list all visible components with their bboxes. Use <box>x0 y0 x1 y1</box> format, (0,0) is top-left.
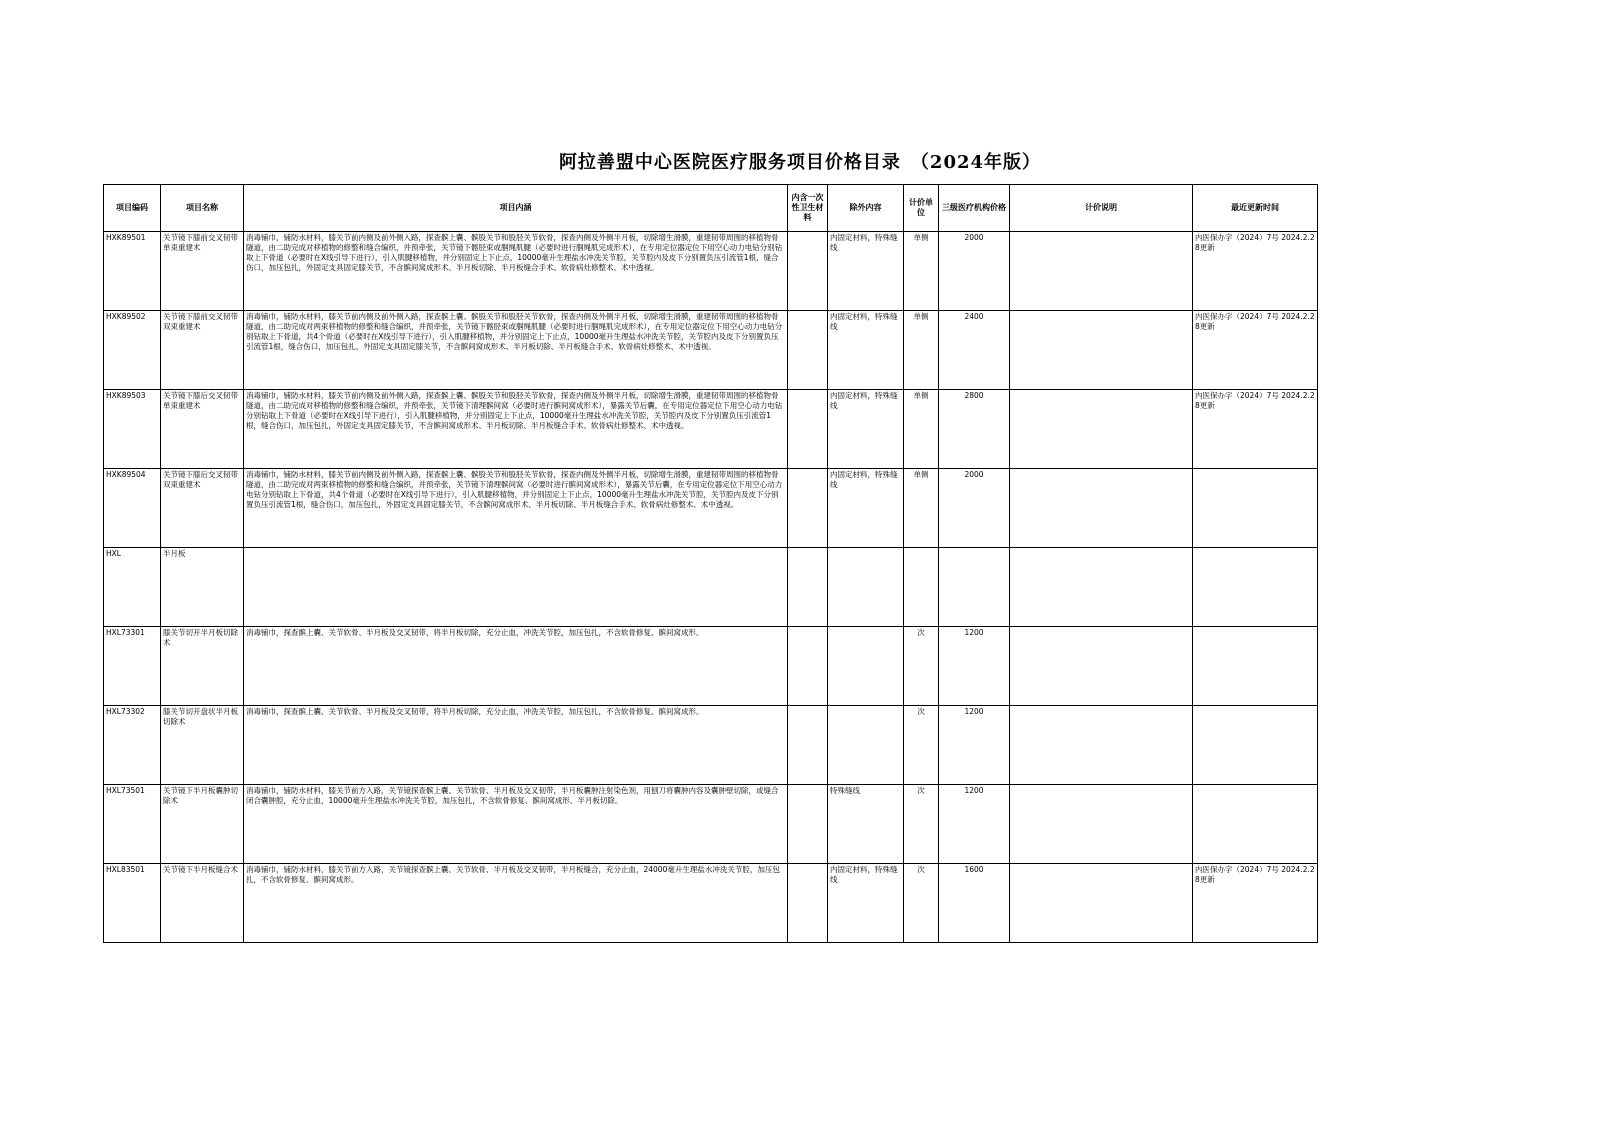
item-updated: 内医保办字（2024）7号 2024.2.28更新 <box>1193 311 1318 390</box>
item-except: 内固定材料，特殊缝线 <box>828 390 904 469</box>
item-updated: 内医保办字（2024）7号 2024.2.28更新 <box>1193 232 1318 311</box>
header-row <box>104 185 1318 232</box>
item-note <box>1010 785 1193 864</box>
item-material <box>788 232 828 311</box>
item-code: HXK89502 <box>104 311 161 390</box>
item-material <box>788 627 828 706</box>
item-except: 特殊缝线 <box>828 785 904 864</box>
header-unit: 计价单位 <box>904 185 939 232</box>
item-material <box>788 785 828 864</box>
item-content: 消毒铺巾，铺防水材料，膝关节前内侧及前外侧入路，探查髌上囊、髌股关节和股胫关节软骨，探查内侧及外侧半月板，切除增生滑膜，重建韧带周围的移植物骨隧道，由二助完成对两束移植物的修整和缝合编织，并预牵张，关节镜下髂胫束或腘绳肌腱（必要时进行腘绳肌完成形术），在专用定位器定位下用空心动力电钻分别钻取上下骨道，共4个骨道（必要时在X线引导下进行），引入肌腱移植物，并分别固定上下止点，10000毫升生理盐水冲洗关节腔，关节腔内及皮下分别置负压引流管1根，缝合伤口，加压包扎，外固定支具固定膝关节，不含髌间窝成形术、半月板切除、半月板缝合手术、软骨病灶修整术、术中透视。 <box>244 311 788 390</box>
item-price: 2800 <box>939 390 1010 469</box>
header-material: 内含一次性卫生材料 <box>788 185 828 232</box>
item-note <box>1010 706 1193 785</box>
item-except: 内固定材料，特殊缝线 <box>828 864 904 943</box>
header-except: 除外内容 <box>828 185 904 232</box>
item-price <box>939 548 1010 627</box>
price-table <box>103 184 1318 943</box>
header-content: 项目内涵 <box>244 185 788 232</box>
header-price: 三级医疗机构价格 <box>939 185 1010 232</box>
item-content: 消毒铺巾，铺防水材料，膝关节前方入路，关节镜探查髌上囊、关节软骨、半月板及交叉韧带，半月板缝合，充分止血，24000毫升生理盐水冲洗关节腔，加压包扎，不含软骨修复、髌间窝成形。 <box>244 864 788 943</box>
table-row <box>104 706 1318 785</box>
item-content: 消毒铺巾，铺防水材料，膝关节前内侧及前外侧入路，探查髌上囊、髌股关节和股胫关节软骨，探查内侧及外侧半月板，切除增生滑膜，重建韧带周围的移植物骨隧道，由二助完成对移植物的修整和缝合编织，并预牵张，关节镜下髂胫束或腘绳肌腱（必要时进行腘绳肌完成形术），在专用定位器定位下用空心动力电钻分别钻取上下骨道（必要时在X线引导下进行），引入肌腱移植物，并分别固定上下止点，10000毫升生理盐水冲洗关节腔，关节腔内及皮下分别置负压引流管1根，缝合伤口，加压包扎，外固定支具固定膝关节，不含髌间窝成形术、半月板切除、半月板缝合手术、软骨病灶修整术、术中透视。 <box>244 232 788 311</box>
item-material <box>788 706 828 785</box>
item-updated <box>1193 706 1318 785</box>
item-note <box>1010 469 1193 548</box>
header-updated: 最近更新时间 <box>1193 185 1318 232</box>
item-unit: 单侧 <box>904 311 939 390</box>
item-name: 半月板 <box>161 548 244 627</box>
item-price: 1600 <box>939 864 1010 943</box>
item-unit: 单侧 <box>904 390 939 469</box>
item-note <box>1010 232 1193 311</box>
item-except: 内固定材料，特殊缝线 <box>828 469 904 548</box>
item-updated <box>1193 548 1318 627</box>
item-content: 消毒铺巾，铺防水材料，膝关节前内侧及前外侧入路，探查髌上囊、髌股关节和股胫关节软骨，探查内侧及外侧半月板，切除增生滑膜，重建韧带周围的移植物骨隧道，由二助完成对移植物的修整和缝合编织，并预牵张，关节镜下清理髌间窝（必要时进行髌间窝成形术），暴露关节后囊，在专用定位器定位下用空心动力电钻分别钻取上下骨道（必要时在X线引导下进行），引入肌腱移植物，并分别固定上下止点，10000毫升生理盐水冲洗关节腔，关节腔内及皮下分别置负压引流管1根，缝合伤口，加压包扎，外固定支具固定膝关节，不含髌间窝成形术、半月板切除、半月板缝合手术、软骨病灶修整术、术中透视。 <box>244 390 788 469</box>
item-note <box>1010 390 1193 469</box>
item-material <box>788 390 828 469</box>
item-except: 内固定材料，特殊缝线 <box>828 311 904 390</box>
table-row <box>104 311 1318 390</box>
item-price: 1200 <box>939 706 1010 785</box>
item-name: 关节镜下膝前交叉韧带双束重建术 <box>161 311 244 390</box>
table-row <box>104 548 1318 627</box>
page-title: 阿拉善盟中心医院医疗服务项目价格目录 （2024年版） <box>558 152 1042 173</box>
item-unit: 次 <box>904 627 939 706</box>
item-except <box>828 627 904 706</box>
item-name: 膝关节切开盘状半月板切除术 <box>161 706 244 785</box>
item-updated: 内医保办字（2024）7号 2024.2.28更新 <box>1193 390 1318 469</box>
item-note <box>1010 311 1193 390</box>
item-updated: 内医保办字（2024）7号 2024.2.28更新 <box>1193 864 1318 943</box>
item-price: 1200 <box>939 785 1010 864</box>
item-unit: 单侧 <box>904 232 939 311</box>
item-unit: 次 <box>904 706 939 785</box>
table-row <box>104 469 1318 548</box>
item-price: 2000 <box>939 469 1010 548</box>
item-except <box>828 706 904 785</box>
item-code: HXL73302 <box>104 706 161 785</box>
item-material <box>788 311 828 390</box>
item-updated <box>1193 627 1318 706</box>
table-row <box>104 864 1318 943</box>
item-price: 1200 <box>939 627 1010 706</box>
item-name: 关节镜下半月板缝合术 <box>161 864 244 943</box>
header-name: 项目名称 <box>161 185 244 232</box>
header-code: 项目编码 <box>104 185 161 232</box>
item-code: HXK89503 <box>104 390 161 469</box>
item-updated <box>1193 785 1318 864</box>
item-price: 2000 <box>939 232 1010 311</box>
item-content: 消毒铺巾，探查髌上囊、关节软骨、半月板及交叉韧带，将半月板切除，充分止血，冲洗关节腔，加压包扎，不含软骨修复、髌间窝成形。 <box>244 627 788 706</box>
item-code: HXK89501 <box>104 232 161 311</box>
item-unit: 次 <box>904 785 939 864</box>
item-note <box>1010 627 1193 706</box>
item-updated <box>1193 469 1318 548</box>
item-material <box>788 469 828 548</box>
item-unit: 次 <box>904 864 939 943</box>
item-content: 消毒铺巾，铺防水材料，膝关节前方入路，关节镜探查髌上囊、关节软骨、半月板及交叉韧带，半月板囊肿注射染色剂，用刨刀将囊肿内容及囊肿壁切除，或缝合闭合囊肿腔，充分止血，10000毫升生理盐水冲洗关节腔，加压包扎，不含软骨修复、髌间窝成形、半月板切除。 <box>244 785 788 864</box>
item-code: HXL73501 <box>104 785 161 864</box>
item-note <box>1010 548 1193 627</box>
table-row <box>104 390 1318 469</box>
item-name: 关节镜下半月板囊肿切除术 <box>161 785 244 864</box>
table-row <box>104 627 1318 706</box>
item-note <box>1010 864 1193 943</box>
header-note: 计价说明 <box>1010 185 1193 232</box>
item-price: 2400 <box>939 311 1010 390</box>
item-unit: 单侧 <box>904 469 939 548</box>
item-content <box>244 548 788 627</box>
item-name: 关节镜下膝后交叉韧带双束重建术 <box>161 469 244 548</box>
item-content: 消毒铺巾，铺防水材料，膝关节前内侧及前外侧入路，探查髌上囊、髌股关节和股胫关节软骨，探查内侧及外侧半月板，切除增生滑膜，重建韧带周围的移植物骨隧道，由二助完成对两束移植物的修整和缝合编织，并预牵张，关节镜下清理髌间窝（必要时进行髌间窝成形术），暴露关节后囊，在专用定位器定位下用空心动力电钻分别钻取上下骨道，共4个骨道（必要时在X线引导下进行），引入肌腱移植物，并分别固定上下止点，10000毫升生理盐水冲洗关节腔，关节腔内及皮下分别置负压引流管1根，缝合伤口，加压包扎，外固定支具固定膝关节，不含髌间窝成形术、半月板切除、半月板缝合手术、软骨病灶修整术、术中透视。 <box>244 469 788 548</box>
item-name: 关节镜下膝前交叉韧带单束重建术 <box>161 232 244 311</box>
item-except: 内固定材料，特殊缝线 <box>828 232 904 311</box>
item-code: HXK89504 <box>104 469 161 548</box>
item-content: 消毒铺巾，探查髌上囊、关节软骨、半月板及交叉韧带，将半月板切除，充分止血，冲洗关节腔，加压包扎，不含软骨修复、髌间窝成形。 <box>244 706 788 785</box>
item-name: 关节镜下膝后交叉韧带单束重建术 <box>161 390 244 469</box>
item-code: HXL73301 <box>104 627 161 706</box>
table-row <box>104 232 1318 311</box>
table-row <box>104 785 1318 864</box>
item-code: HXL83501 <box>104 864 161 943</box>
item-unit <box>904 548 939 627</box>
item-name: 膝关节切开半月板切除术 <box>161 627 244 706</box>
item-material <box>788 548 828 627</box>
item-material <box>788 864 828 943</box>
item-code: HXL <box>104 548 161 627</box>
item-except <box>828 548 904 627</box>
